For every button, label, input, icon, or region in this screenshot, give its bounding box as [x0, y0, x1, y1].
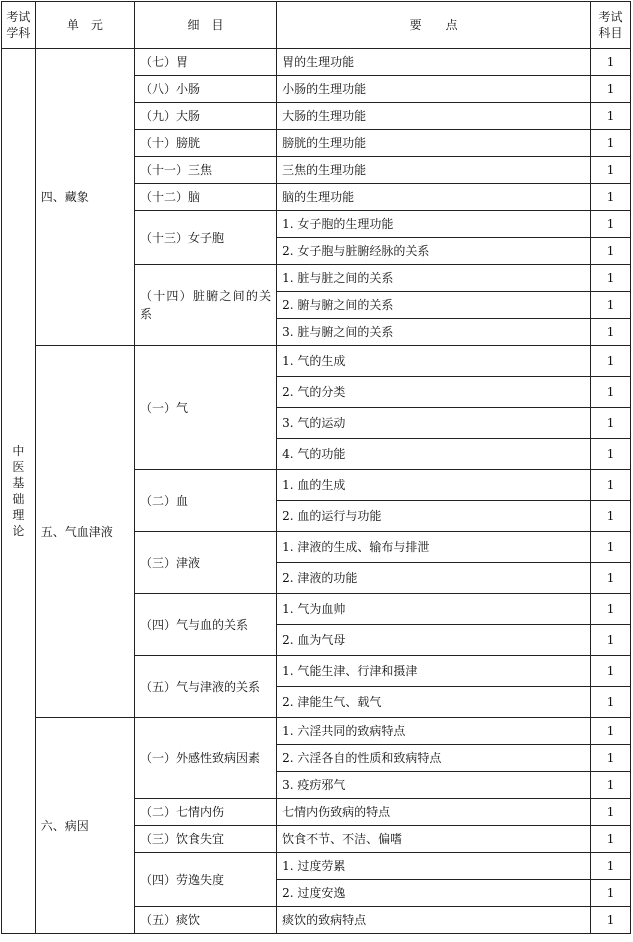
subject-label: 中医基础理论	[12, 443, 25, 538]
level-cell: 1	[591, 853, 631, 880]
item-cell: （一）气	[134, 346, 276, 470]
level-cell: 1	[591, 157, 631, 184]
point-cell: 2. 津液的功能	[277, 563, 591, 594]
table-row	[2, 49, 631, 76]
subject-cell	[2, 49, 36, 934]
point-cell: 2. 血为气母	[277, 625, 591, 656]
level-cell: 1	[591, 799, 631, 826]
item-cell: （七）胃	[134, 49, 276, 76]
point-cell: 1. 过度劳累	[277, 853, 591, 880]
point-cell: 1. 气的生成	[277, 346, 591, 377]
point-cell: 1. 血的生成	[277, 470, 591, 501]
level-cell: 1	[591, 346, 631, 377]
item-cell: （四）劳逸失度	[134, 853, 276, 907]
item-cell: （一）外感性致病因素	[134, 718, 276, 799]
level-cell: 1	[591, 439, 631, 470]
point-cell: 大肠的生理功能	[277, 103, 591, 130]
level-cell: 1	[591, 826, 631, 853]
point-cell: 小肠的生理功能	[277, 76, 591, 103]
item-cell: （三）饮食失宜	[134, 826, 276, 853]
level-cell: 1	[591, 745, 631, 772]
point-cell: 1. 女子胞的生理功能	[277, 211, 591, 238]
point-cell: 3. 疫疠邪气	[277, 772, 591, 799]
point-cell: 1. 气能生津、行津和摄津	[277, 656, 591, 687]
point-cell: 脑的生理功能	[277, 184, 591, 211]
header-point: 要 点	[277, 2, 591, 49]
level-cell: 1	[591, 319, 631, 346]
level-cell: 1	[591, 211, 631, 238]
level-cell: 1	[591, 292, 631, 319]
item-cell: （十四）脏腑之间的关系	[134, 265, 276, 346]
item-cell: （五）痰饮	[134, 907, 276, 934]
point-cell: 饮食不节、不洁、偏嗜	[277, 826, 591, 853]
point-cell: 2. 气的分类	[277, 377, 591, 408]
point-cell: 2. 六淫各自的性质和致病特点	[277, 745, 591, 772]
point-cell: 2. 腑与腑之间的关系	[277, 292, 591, 319]
point-cell: 1. 脏与脏之间的关系	[277, 265, 591, 292]
item-cell: （四）气与血的关系	[134, 594, 276, 656]
item-cell: （二）七情内伤	[134, 799, 276, 826]
level-cell: 1	[591, 238, 631, 265]
header-item: 细 目	[134, 2, 276, 49]
point-cell: 3. 气的运动	[277, 408, 591, 439]
point-cell: 2. 女子胞与脏腑经脉的关系	[277, 238, 591, 265]
point-cell: 1. 六淫共同的致病特点	[277, 718, 591, 745]
point-cell: 2. 过度安逸	[277, 880, 591, 907]
point-cell: 膀胱的生理功能	[277, 130, 591, 157]
item-cell: （五）气与津液的关系	[134, 656, 276, 718]
header-level: 考试科目	[591, 2, 631, 49]
level-cell: 1	[591, 501, 631, 532]
level-cell: 1	[591, 718, 631, 745]
level-cell: 1	[591, 880, 631, 907]
point-cell: 2. 血的运行与功能	[277, 501, 591, 532]
level-cell: 1	[591, 656, 631, 687]
level-cell: 1	[591, 563, 631, 594]
level-cell: 1	[591, 470, 631, 501]
level-cell: 1	[591, 76, 631, 103]
level-cell: 1	[591, 265, 631, 292]
point-cell: 4. 气的功能	[277, 439, 591, 470]
point-cell: 胃的生理功能	[277, 49, 591, 76]
header-unit: 单 元	[35, 2, 134, 49]
level-cell: 1	[591, 532, 631, 563]
level-cell: 1	[591, 103, 631, 130]
item-cell: （十）膀胱	[134, 130, 276, 157]
level-cell: 1	[591, 772, 631, 799]
unit-cell: 四、藏象	[35, 49, 134, 346]
level-cell: 1	[591, 625, 631, 656]
item-cell: （九）大肠	[134, 103, 276, 130]
item-cell: （三）津液	[134, 532, 276, 594]
table-row	[2, 718, 631, 745]
level-cell: 1	[591, 594, 631, 625]
point-cell: 1. 津液的生成、输布与排泄	[277, 532, 591, 563]
point-cell: 七情内伤致病的特点	[277, 799, 591, 826]
item-cell: （八）小肠	[134, 76, 276, 103]
level-cell: 1	[591, 687, 631, 718]
level-cell: 1	[591, 907, 631, 934]
point-cell: 三焦的生理功能	[277, 157, 591, 184]
table-body	[2, 49, 631, 934]
item-cell: （十一）三焦	[134, 157, 276, 184]
point-cell: 2. 津能生气、载气	[277, 687, 591, 718]
header-subject: 考试学科	[2, 2, 36, 49]
point-cell: 1. 气为血帅	[277, 594, 591, 625]
item-cell: （二）血	[134, 470, 276, 532]
level-cell: 1	[591, 49, 631, 76]
table-row	[2, 346, 631, 377]
level-cell: 1	[591, 377, 631, 408]
level-cell: 1	[591, 184, 631, 211]
item-cell: （十三）女子胞	[134, 211, 276, 265]
unit-cell: 五、气血津液	[35, 346, 134, 718]
level-cell: 1	[591, 408, 631, 439]
syllabus-table	[1, 1, 631, 934]
item-cell: （十二）脑	[134, 184, 276, 211]
point-cell: 3. 脏与腑之间的关系	[277, 319, 591, 346]
unit-cell: 六、病因	[35, 718, 134, 934]
point-cell: 痰饮的致病特点	[277, 907, 591, 934]
level-cell: 1	[591, 130, 631, 157]
